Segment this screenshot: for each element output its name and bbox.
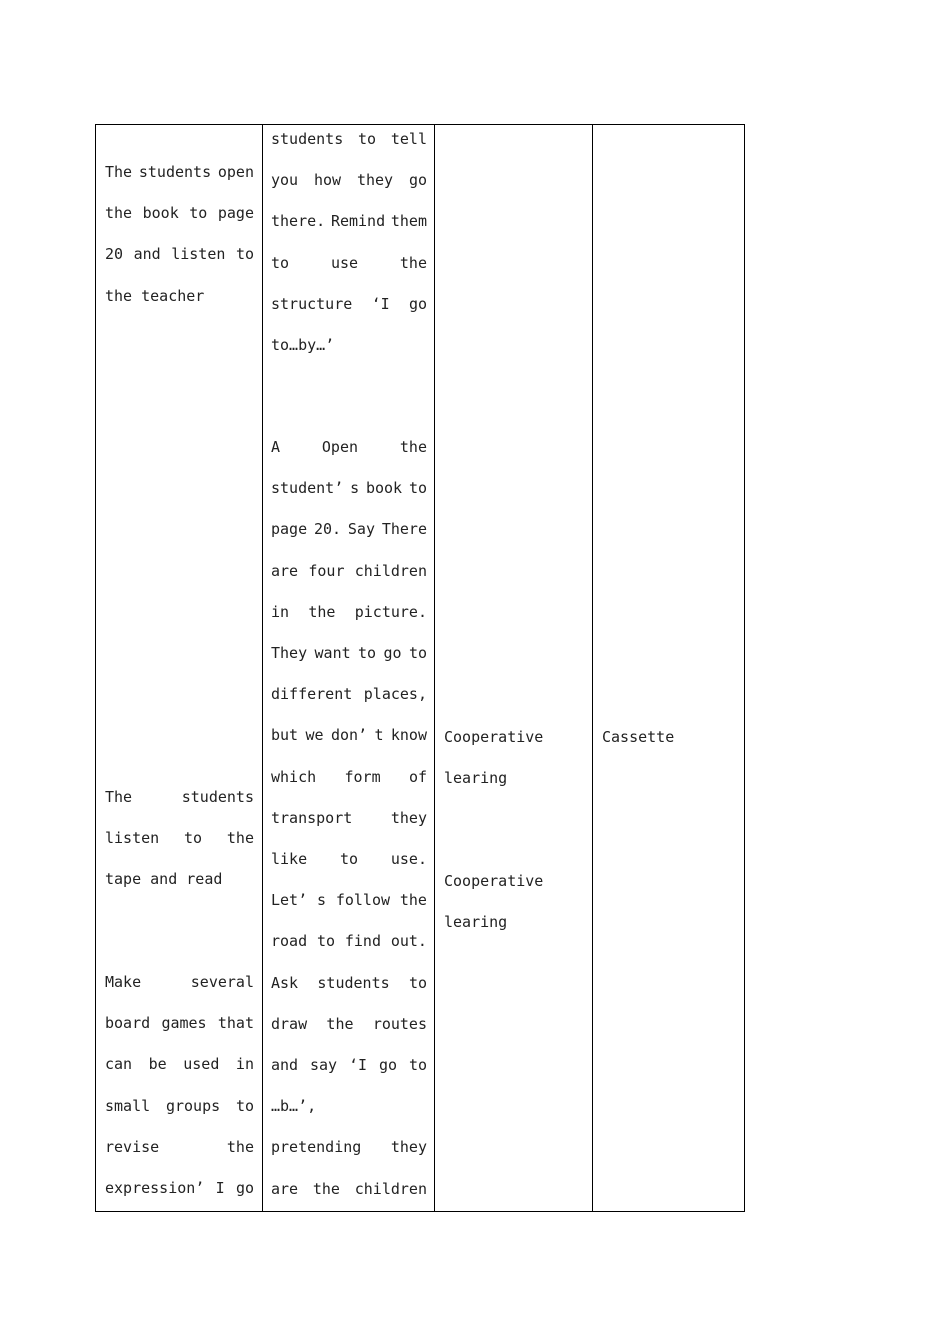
steps-line: can be used in <box>105 1055 254 1074</box>
activity-line: which form of <box>271 767 427 786</box>
activity-line: transport they <box>271 808 427 827</box>
steps-line: The students <box>105 788 254 806</box>
steps-line: expression’ I go <box>105 1179 254 1197</box>
activity-line: but we don’ t know <box>271 726 427 745</box>
column-divider <box>262 125 263 1211</box>
method-line: learing <box>444 769 508 788</box>
activity-line: student’ s book to <box>271 479 427 498</box>
column-divider <box>434 125 435 1211</box>
steps-line: Make several <box>105 973 254 991</box>
activity-line: in the picture. <box>271 602 427 621</box>
method-line: Cooperative <box>444 728 544 746</box>
aids-line: Cassette <box>602 728 675 746</box>
activity-line: Ask students to <box>271 973 427 992</box>
activity-line: there. Remind them <box>271 212 427 231</box>
steps-line: the book to page <box>105 204 254 223</box>
activity-line: They want to go to <box>271 644 427 662</box>
steps-line: listen to the <box>105 829 254 848</box>
activity-line: road to find out. <box>271 932 427 951</box>
activity-line: different places, <box>271 685 427 704</box>
steps-line: The students open <box>105 163 254 181</box>
activity-line: pretending they <box>271 1138 427 1157</box>
activity-line: you how they go <box>271 171 427 190</box>
activity-line: structure ‘I go <box>271 294 427 313</box>
steps-line: board games that <box>105 1014 254 1033</box>
steps-line: small groups to <box>105 1096 254 1115</box>
steps-line: the teacher <box>105 286 205 305</box>
lesson-plan-table <box>95 124 745 1212</box>
steps-line: 20 and listen to <box>105 245 254 264</box>
activity-line: to use the <box>271 253 427 272</box>
activity-line: to…by…’ <box>271 336 335 354</box>
steps-line: revise the <box>105 1137 254 1156</box>
activity-line: are four children <box>271 561 427 580</box>
activity-line: are the children <box>271 1179 427 1198</box>
method-line: learing <box>444 913 508 932</box>
activity-line: draw the routes <box>271 1014 427 1033</box>
activity-line: students to tell <box>271 130 427 148</box>
activity-line: like to use. <box>271 850 427 868</box>
activity-line: page 20. Say There <box>271 520 427 539</box>
activity-line: …b…’, <box>271 1097 317 1116</box>
activity-line: Let’ s follow the <box>271 891 427 910</box>
activity-line: and say ‘I go to <box>271 1056 427 1074</box>
method-line: Cooperative <box>444 872 544 890</box>
activity-line: A Open the <box>271 438 427 456</box>
column-divider <box>592 125 593 1211</box>
steps-line: tape and read <box>105 870 223 889</box>
